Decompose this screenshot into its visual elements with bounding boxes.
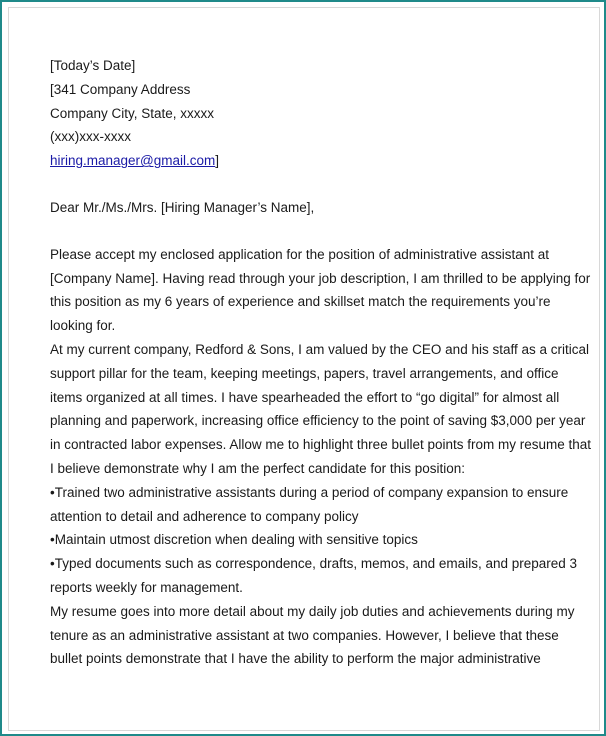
- city-line: Company City, State, xxxxx: [50, 105, 215, 121]
- paragraph-line: My resume goes into more detail about my daily job duties and achievements during my: [50, 603, 575, 619]
- bullet-item: •Typed documents such as correspondence, drafts, memos, and emails, and prepared 3: [50, 556, 578, 572]
- address-line: [341 Company Address: [50, 81, 191, 97]
- document-page: [8, 7, 600, 731]
- bullet-item-continuation: reports weekly for management.: [50, 579, 243, 595]
- email-line: [50, 149, 570, 173]
- paragraph-resume: [50, 600, 575, 671]
- bullet-item-continuation: attention to detail and adherence to company policy: [50, 508, 359, 524]
- paragraph-line: Please accept my enclosed application for the position of administrative assistant at: [50, 246, 550, 262]
- spacer: [50, 173, 570, 196]
- date-line: [Today’s Date]: [50, 58, 136, 73]
- paragraph-line: planning and paperwork, increasing office efficiency to the point of saving $3,000 per year: [50, 413, 586, 429]
- bullet-item: •Trained two administrative assistants during a period of company expansion to ensure: [50, 484, 569, 500]
- paragraph-line: bullet points demonstrate that I have the ability to perform the major administrative: [50, 651, 541, 667]
- spacer: [50, 220, 570, 243]
- bullet-list: [50, 481, 578, 600]
- paragraph-line: I believe demonstrate why I am the perfect candidate for this position:: [50, 460, 465, 476]
- paragraph-line: looking for.: [50, 318, 116, 334]
- paragraph-line: support pillar for the team, keeping meetings, papers, travel arrangements, and office: [50, 365, 559, 381]
- paragraph-line: [Company Name]. Having read through your job description, I am thrilled to be applying for: [50, 270, 591, 286]
- salutation: Dear Mr./Ms./Mrs. [Hiring Manager’s Name],: [50, 199, 315, 215]
- paragraph-intro: [50, 243, 591, 338]
- paragraph-line: tenure as an administrative assistant at two companies. However, I believe that these: [50, 627, 559, 643]
- bullet-item: •Maintain utmost discretion when dealing with sensitive topics: [50, 532, 418, 548]
- paragraph-line: this position as my 6 years of experience and skillset match the requirements you’re: [50, 294, 551, 310]
- phone-line: (xxx)xxx-xxxx: [50, 129, 131, 145]
- paragraph-line: in contracted labor expenses. Allow me to highlight three bullet points from my resume that: [50, 437, 592, 453]
- paragraph-line: At my current company, Redford & Sons, I am valued by the CEO and his staff as a critical: [50, 341, 589, 357]
- email-link[interactable]: hiring.manager@gmail.com: [50, 153, 216, 169]
- email-bracket: ]: [215, 153, 220, 169]
- paragraph-current-company: [50, 338, 592, 481]
- letter-content: [50, 54, 592, 671]
- paragraph-line: items organized at all times. I have spearheaded the effort to “go digital” for almost all: [50, 389, 560, 405]
